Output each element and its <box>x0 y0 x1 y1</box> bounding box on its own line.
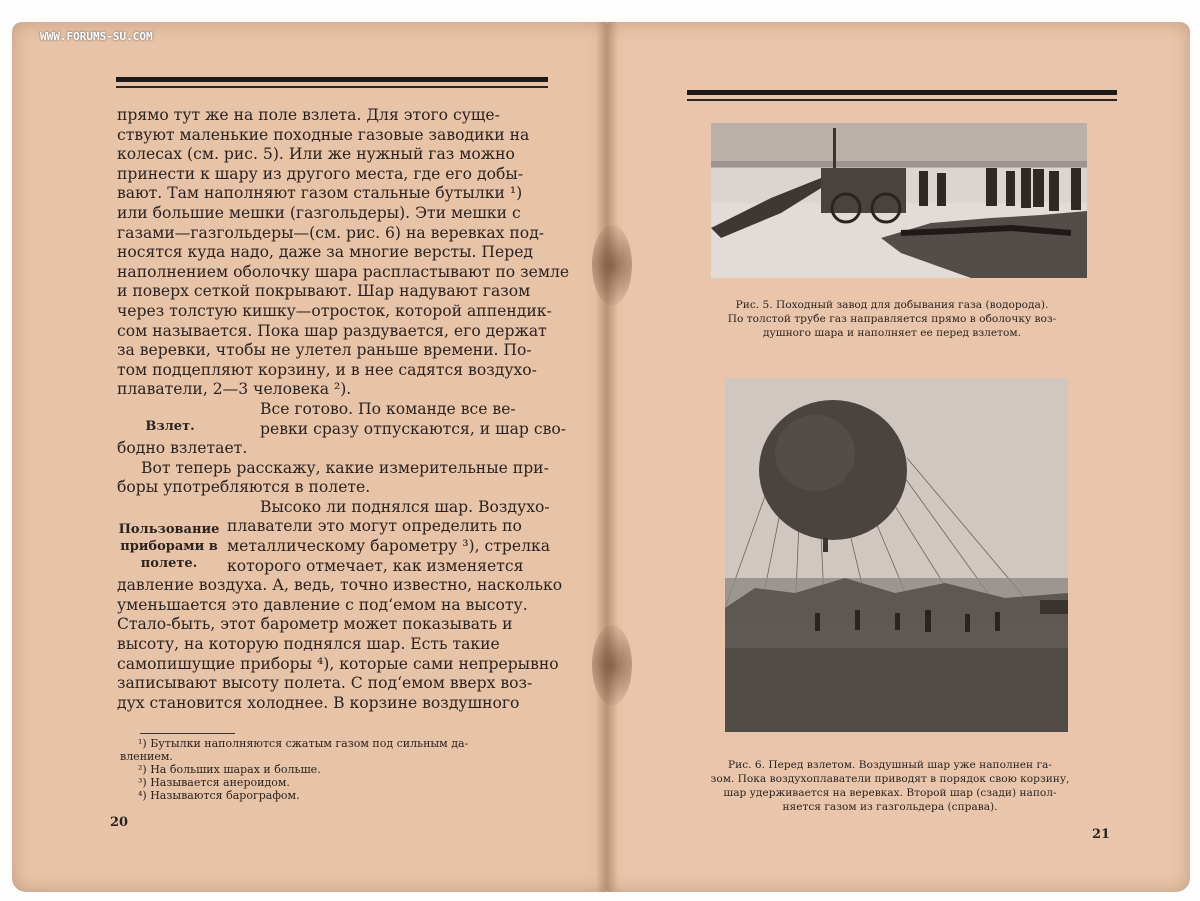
page-number-right: 21 <box>1092 827 1111 842</box>
header-rule <box>116 77 548 82</box>
footnote: ⁴) Называются барографом. <box>138 789 300 802</box>
text-line: самопишущие приборы ⁴), которые сами непрерывно <box>117 654 559 673</box>
text-line: металлическому барометру ³), стрелка <box>227 537 551 556</box>
text-line: вают. Там наполняют газом стальные бутылки ¹) <box>117 184 523 203</box>
page-number-left: 20 <box>110 815 129 830</box>
text-line: давление воздуха. А, ведь, точно известно, насколько <box>117 576 563 595</box>
book-gutter <box>596 22 618 892</box>
text-line: сом называется. Пока шар раздувается, его держат <box>117 321 547 340</box>
text-line: принести к шару из другого места, где его добы- <box>117 164 524 183</box>
caption-figure-6 <box>660 758 1120 814</box>
header-rule <box>687 90 1117 95</box>
caption-line: По толстой трубе газ направляется прямо в оболочку воз- <box>727 313 1057 325</box>
text-line: через толстую кишку—отросток, которой аппендик- <box>117 301 552 320</box>
balloon-image <box>725 378 1068 732</box>
gas-plant-image <box>711 123 1087 278</box>
text-line: прямо тут же на поле взлета. Для этого суще- <box>117 106 500 124</box>
footnotes <box>120 737 550 802</box>
text-line: боры употребляются в полете. <box>117 478 371 497</box>
caption-line: Рис. 5. Походный завод для добывания газа (водорода). <box>735 299 1049 311</box>
text-line: ревки сразу отпускаются, и шар сво- <box>260 419 567 438</box>
text-line: или большие мешки (газгольдеры). Эти мешки с <box>117 203 521 222</box>
text-line: газами—газгольдеры—(см. рис. 6) на веревках под- <box>117 223 545 242</box>
side-heading-line: полете. <box>140 556 198 571</box>
text-line: плаватели это могут определить по <box>227 517 522 536</box>
footnote: влением. <box>120 750 173 763</box>
text-line: которого отмечает, как изменяется <box>227 556 524 575</box>
text-line: дух становится холоднее. В корзине воздушного <box>117 693 520 712</box>
text-line: плаватели, 2—3 человека ²). <box>117 380 352 399</box>
caption-line: шар удерживается на веревках. Второй шар (сзади) напол- <box>723 787 1057 799</box>
text-line: том подцепляют корзину, и в нее садятся воздухо- <box>117 360 537 379</box>
text-line: колесах (см. рис. 5). Или же нужный газ можно <box>117 145 515 164</box>
stain-mark <box>592 225 632 305</box>
text-line: бодно взлетает. <box>117 439 248 458</box>
text-line: и поверх сеткой покрывают. Шар надувают газом <box>117 282 531 301</box>
caption-figure-5 <box>662 298 1122 340</box>
text-line: Стало-быть, этот барометр может показывать и <box>117 615 513 634</box>
text-line: записывают высоту полета. С под‘емом вверх воз- <box>117 674 533 693</box>
text-line: ствуют маленькие походные газовые заводики на <box>117 125 530 144</box>
watermark: WWW.FORUMS-SU.COM <box>40 30 153 43</box>
caption-line: зом. Пока воздухоплаватели приводят в порядок свою корзину, <box>710 773 1070 785</box>
text-line: Все готово. По команде все ве- <box>260 399 516 418</box>
side-heading-line: Пользование <box>118 522 220 537</box>
caption-line: Рис. 6. Перед взлетом. Воздушный шар уже наполнен га- <box>728 759 1052 771</box>
text-line: уменьшается это давление с под‘емом на высоту. <box>117 595 528 614</box>
text-line: Вот теперь расскажу, какие измерительные при- <box>141 458 549 477</box>
footnote-rule <box>140 733 235 734</box>
side-heading-instruments <box>113 521 225 572</box>
footnote: ³) Называется анероидом. <box>138 776 290 789</box>
caption-line: няется газом из газгольдера (справа). <box>782 801 998 813</box>
side-heading-line: приборами в <box>120 539 218 554</box>
photo-balloon <box>725 378 1068 732</box>
photo-gas-plant <box>711 123 1087 278</box>
side-heading-takeoff: Взлет. <box>145 419 195 434</box>
header-rule-thin <box>116 86 548 88</box>
text-line: носятся куда надо, даже за многие версты. Перед <box>117 243 534 262</box>
footnote: ²) На больших шарах и больше. <box>138 763 321 776</box>
header-rule-thin <box>687 99 1117 101</box>
text-line: наполнением оболочку шара распластывают по земле <box>117 262 570 281</box>
text-line: Высоко ли поднялся шар. Воздухо- <box>260 497 550 516</box>
footnote: ¹) Бутылки наполняются сжатым газом под сильным да- <box>138 737 469 750</box>
stain-mark <box>592 625 632 705</box>
text-line: за веревки, чтобы не улетел раньше времени. По- <box>117 341 532 360</box>
caption-line: душного шара и наполняет ее перед взлетом. <box>763 327 1021 339</box>
left-body-text <box>117 106 570 713</box>
text-line: высоту, на которую поднялся шар. Есть такие <box>117 635 500 654</box>
